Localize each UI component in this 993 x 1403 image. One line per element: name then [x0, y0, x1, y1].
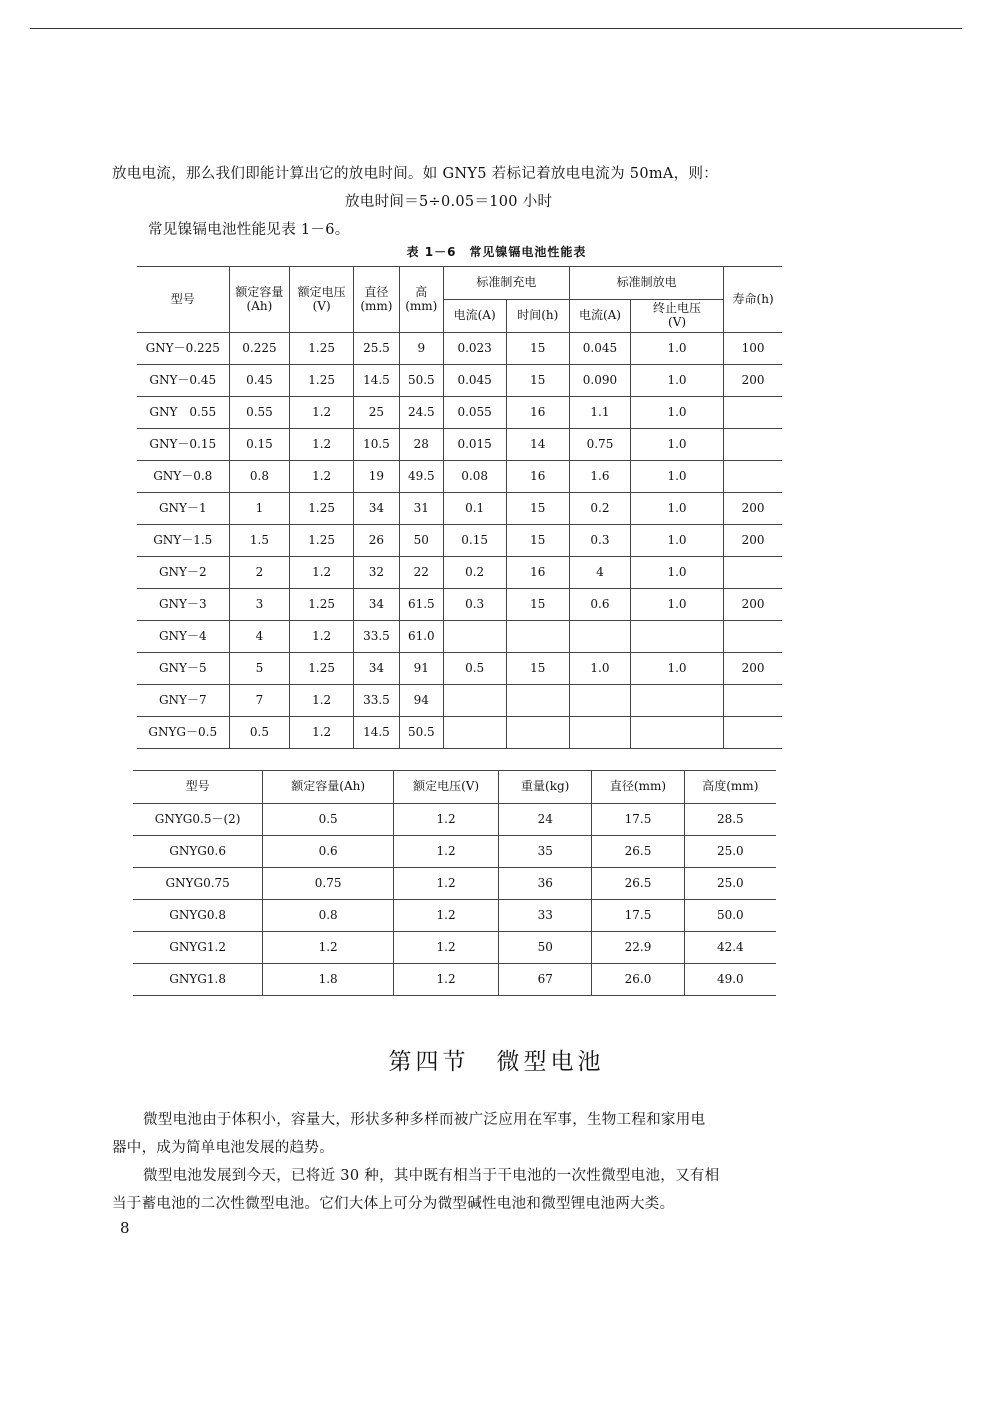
table-cell [570, 685, 631, 717]
table-cell: 15 [506, 525, 570, 557]
table-row [137, 493, 782, 525]
table-cell: 1.0 [630, 429, 723, 461]
table-cell: 0.225 [229, 333, 290, 365]
table-cell: 25 [353, 397, 399, 429]
table-cell: GNY－5 [137, 653, 229, 685]
table-cell [570, 621, 631, 653]
table-cell: GNY－4 [137, 621, 229, 653]
table-cell: 1.6 [570, 461, 631, 493]
table-cell: 2 [229, 557, 290, 589]
table-cell: 200 [724, 365, 782, 397]
table-cell: GNYG0.8 [133, 900, 263, 932]
table-cell: 91 [399, 653, 443, 685]
table-cell: 1.25 [290, 525, 354, 557]
table-cell [724, 621, 782, 653]
table-cell: 15 [506, 589, 570, 621]
table-cell: 0.055 [443, 397, 506, 429]
table-cell: GNY－0.45 [137, 365, 229, 397]
table-cell: 0.045 [443, 365, 506, 397]
table-cell: 1.0 [630, 589, 723, 621]
table-row [137, 557, 782, 589]
header-height: 高度(mm) [684, 771, 776, 804]
header-model: 型号 [137, 267, 229, 333]
header-discharge-current: 电流(A) [570, 300, 631, 333]
table-cell: GNY 0.55 [137, 397, 229, 429]
table-cell: 34 [353, 653, 399, 685]
table-cell: 50.5 [399, 717, 443, 749]
table-cell: 1.2 [290, 429, 354, 461]
table-cell: 5 [229, 653, 290, 685]
table-cell: 0.8 [229, 461, 290, 493]
top-rule [30, 28, 962, 29]
table-cell: 10.5 [353, 429, 399, 461]
table-cell: 15 [506, 653, 570, 685]
table-cell [443, 717, 506, 749]
table-row [137, 333, 782, 365]
table-cell: 1.0 [630, 493, 723, 525]
table-cell: 4 [570, 557, 631, 589]
table-row [137, 621, 782, 653]
paragraph-2-line-1: 微型电池发展到今天，已将近 30 种，其中既有相当于干电池的一次性微型电池，又有相 [143, 1168, 720, 1184]
table-row [137, 461, 782, 493]
table-cell: 1.25 [290, 333, 354, 365]
table-cell [506, 685, 570, 717]
intro-line-1: 放电电流，那么我们即能计算出它的放电时间。如 GNY5 若标记着放电电流为 50mA，则： [112, 166, 719, 182]
table-cell: 0.2 [443, 557, 506, 589]
table-cell [630, 717, 723, 749]
header-model: 型号 [133, 771, 263, 804]
table-cell: 61.5 [399, 589, 443, 621]
table-row [133, 804, 776, 836]
table-cell: 1.2 [394, 804, 499, 836]
table-cell: 0.045 [570, 333, 631, 365]
table-cell [630, 621, 723, 653]
page-number: 8 [120, 1219, 130, 1237]
table-cell: 25.0 [684, 836, 776, 868]
table-cell: 3 [229, 589, 290, 621]
table-cell: 0.1 [443, 493, 506, 525]
intro-line-3: 常见镍镉电池性能见表 1－6。 [148, 222, 350, 238]
table-row [133, 868, 776, 900]
table-cell: 14.5 [353, 717, 399, 749]
table-cell: 15 [506, 333, 570, 365]
table-cell: 1.5 [229, 525, 290, 557]
table-cell: 26.0 [592, 964, 684, 996]
table-row [133, 964, 776, 996]
table-cell: 0.5 [443, 653, 506, 685]
table-cell: 1.0 [630, 397, 723, 429]
table-cell [506, 717, 570, 749]
table-cell: 1.0 [630, 333, 723, 365]
table-cell: 0.5 [263, 804, 394, 836]
table-cell: 0.15 [229, 429, 290, 461]
table-cell [570, 717, 631, 749]
table-cell: 0.6 [570, 589, 631, 621]
table-row [137, 589, 782, 621]
table-cell: GNY－3 [137, 589, 229, 621]
table-cell: 34 [353, 589, 399, 621]
table-cell: 28 [399, 429, 443, 461]
table-cell: 25.5 [353, 333, 399, 365]
section-heading: 第四节 微型电池 [388, 1049, 605, 1075]
table-cell: 1.2 [290, 461, 354, 493]
table-cell: 22.9 [592, 932, 684, 964]
table-cell [443, 621, 506, 653]
header-life: 寿命(h) [724, 267, 782, 333]
table-cell: 1.0 [570, 653, 631, 685]
table-cell: 15 [506, 365, 570, 397]
table-cell: GNY－7 [137, 685, 229, 717]
table-cell: GNYG0.6 [133, 836, 263, 868]
header-diameter: 直径(mm) [592, 771, 684, 804]
table-cell: 50 [499, 932, 592, 964]
table-cell: 1.0 [630, 525, 723, 557]
table-cell: 1.25 [290, 493, 354, 525]
table-cell: 0.55 [229, 397, 290, 429]
table-cell: 50 [399, 525, 443, 557]
table-cell: 26.5 [592, 868, 684, 900]
paragraph-1-line-1: 微型电池由于体积小，容量大，形状多种多样而被广泛应用在军事，生物工程和家用电 [143, 1112, 706, 1128]
table-cell: 1.0 [630, 365, 723, 397]
table-row [137, 653, 782, 685]
table-cell: 26 [353, 525, 399, 557]
table-cell: 0.3 [570, 525, 631, 557]
table-row [137, 397, 782, 429]
table-cell: GNYG1.8 [133, 964, 263, 996]
table-cell: 17.5 [592, 900, 684, 932]
table-cell [724, 429, 782, 461]
table-cell: 31 [399, 493, 443, 525]
table-cell: GNYG0.5－(2) [133, 804, 263, 836]
table-cell: 33.5 [353, 685, 399, 717]
table-cell: GNY－0.15 [137, 429, 229, 461]
table-cell: 7 [229, 685, 290, 717]
table-cell: 0.75 [263, 868, 394, 900]
header-charge-time: 时间(h) [506, 300, 570, 333]
table-cell: 1.2 [290, 397, 354, 429]
table-cell: 100 [724, 333, 782, 365]
table-cell: 1.2 [290, 685, 354, 717]
table-row [137, 685, 782, 717]
table-cell: 16 [506, 397, 570, 429]
table-cell: 1.0 [630, 653, 723, 685]
nicd-battery-table [137, 266, 782, 749]
table-cell: 35 [499, 836, 592, 868]
table-cell: 22 [399, 557, 443, 589]
table-row [133, 836, 776, 868]
table-cell: 0.15 [443, 525, 506, 557]
table-cell: 61.0 [399, 621, 443, 653]
table-cell [724, 461, 782, 493]
table-cell: 67 [499, 964, 592, 996]
table-cell: 1.2 [290, 717, 354, 749]
table-cell: 1.8 [263, 964, 394, 996]
table-cell [443, 685, 506, 717]
table-cell: 17.5 [592, 804, 684, 836]
table-cell: 0.023 [443, 333, 506, 365]
table-cell: GNY－1 [137, 493, 229, 525]
table-cell: 1 [229, 493, 290, 525]
table-cell: 19 [353, 461, 399, 493]
table-cell: 33 [499, 900, 592, 932]
table-cell: 14 [506, 429, 570, 461]
table-cell: 1.25 [290, 589, 354, 621]
table-cell: 15 [506, 493, 570, 525]
table-cell: 94 [399, 685, 443, 717]
table-cell: 200 [724, 493, 782, 525]
table-cell [630, 685, 723, 717]
table-cell: GNY－2 [137, 557, 229, 589]
header-diameter: 直径 (mm) [353, 267, 399, 333]
table-cell: 50.0 [684, 900, 776, 932]
header-std-discharge: 标准制放电 [570, 267, 724, 300]
table-cell [724, 717, 782, 749]
table-cell: 1.0 [630, 461, 723, 493]
table-cell: GNY－0.225 [137, 333, 229, 365]
table-cell: GNYG0.75 [133, 868, 263, 900]
paragraph-2-line-2: 当于蓄电池的二次性微型电池。它们大体上可分为微型碱性电池和微型锂电池两大类。 [112, 1196, 675, 1212]
header-capacity: 额定容量(Ah) [263, 771, 394, 804]
table-cell: GNYG－0.5 [137, 717, 229, 749]
formula-line: 放电时间＝5÷0.05＝100 小时 [345, 194, 553, 210]
table-cell: 49.0 [684, 964, 776, 996]
table-row [137, 365, 782, 397]
header-weight: 重量(kg) [499, 771, 592, 804]
header-std-charge: 标准制充电 [443, 267, 569, 300]
table-row [137, 717, 782, 749]
table-cell: 34 [353, 493, 399, 525]
table-row [133, 932, 776, 964]
table-cell: 16 [506, 557, 570, 589]
table-cell: 26.5 [592, 836, 684, 868]
table-cell: 0.090 [570, 365, 631, 397]
table-cell: 49.5 [399, 461, 443, 493]
table-cell: 200 [724, 525, 782, 557]
table-cell: 24.5 [399, 397, 443, 429]
table-cell: 1.2 [290, 557, 354, 589]
table-cell: 200 [724, 589, 782, 621]
table-cell: 1.0 [630, 557, 723, 589]
table-cell: 0.8 [263, 900, 394, 932]
header-height: 高 (mm) [399, 267, 443, 333]
table-cell: 9 [399, 333, 443, 365]
table-cell [724, 557, 782, 589]
table-cell: 4 [229, 621, 290, 653]
table-cell: 42.4 [684, 932, 776, 964]
table-cell [724, 397, 782, 429]
header-cutoff-voltage: 终止电压 (V) [630, 300, 723, 333]
table-row [133, 900, 776, 932]
table-cell: 0.45 [229, 365, 290, 397]
table-row [137, 429, 782, 461]
table-cell: GNYG1.2 [133, 932, 263, 964]
table-cell: 0.3 [443, 589, 506, 621]
gnyg-battery-table [133, 770, 776, 996]
table-cell: 1.2 [290, 621, 354, 653]
table-cell: 1.25 [290, 653, 354, 685]
table-cell: 25.0 [684, 868, 776, 900]
table-cell: 1.2 [394, 964, 499, 996]
header-capacity: 额定容量 (Ah) [229, 267, 290, 333]
table-cell [506, 621, 570, 653]
table-row [137, 525, 782, 557]
table-cell: 0.08 [443, 461, 506, 493]
table-cell: 1.2 [394, 836, 499, 868]
table-cell: 33.5 [353, 621, 399, 653]
table-cell: 24 [499, 804, 592, 836]
table-cell: 1.2 [394, 868, 499, 900]
header-voltage: 额定电压(V) [394, 771, 499, 804]
header-charge-current: 电流(A) [443, 300, 506, 333]
table-cell: 1.25 [290, 365, 354, 397]
paragraph-1-line-2: 器中，成为简单电池发展的趋势。 [112, 1140, 334, 1156]
table-cell: 36 [499, 868, 592, 900]
table-cell: 1.2 [263, 932, 394, 964]
table-cell: 1.2 [394, 932, 499, 964]
table-cell: 0.5 [229, 717, 290, 749]
table-cell: 14.5 [353, 365, 399, 397]
table-cell: GNY－0.8 [137, 461, 229, 493]
table-cell [724, 685, 782, 717]
table-cell: 200 [724, 653, 782, 685]
table-caption: 表 1－6 常见镍镉电池性能表 [406, 245, 587, 259]
table-cell: 1.1 [570, 397, 631, 429]
header-voltage: 额定电压 (V) [290, 267, 354, 333]
table-cell: 50.5 [399, 365, 443, 397]
table-cell: 0.2 [570, 493, 631, 525]
table-cell: 1.2 [394, 900, 499, 932]
table-cell: 28.5 [684, 804, 776, 836]
table-cell: 0.75 [570, 429, 631, 461]
table-cell: 0.015 [443, 429, 506, 461]
table-cell: 16 [506, 461, 570, 493]
table-cell: 32 [353, 557, 399, 589]
table-cell: GNY－1.5 [137, 525, 229, 557]
table-cell: 0.6 [263, 836, 394, 868]
